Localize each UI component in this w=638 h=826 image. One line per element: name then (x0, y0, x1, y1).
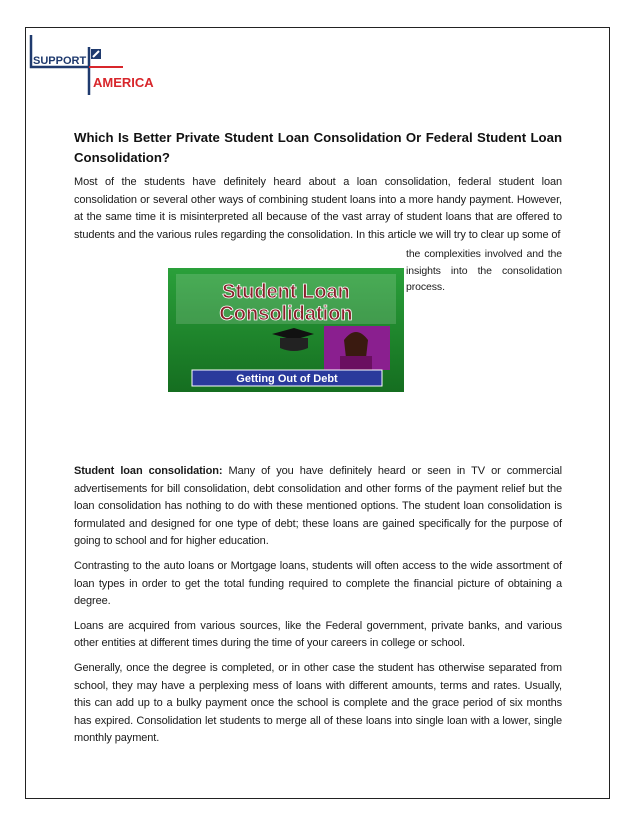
section-p1-text: Many of you have definitely heard or seen in TV or commercial advertisements for bill consolidation, debt consolidation and other forms of the payment relief but the loan consolidation has nothing to do with these mentioned options. The student loan consolidation is formulated and designed for one type of debt; these loans are gained specifically for the purpose of going to school and for higher education. (74, 465, 562, 548)
section-paragraph-1 (74, 463, 562, 551)
paragraph-2: Contrasting to the auto loans or Mortgage loans, students will often access to the wide assortment of loan types in order to get the total funding required to complete the financial picture of obtaining a degree. (74, 559, 562, 608)
image-title-line1: Student Loan (222, 281, 350, 303)
intro-paragraph: Most of the students have definitely heard about a loan consolidation, federal student loan consolidation or several other ways of combining student loans into a more handy payment. However, at the same time it is misinterpreted all because of the vast array of student loans that are offered to students and the various rules regarding the consolidation. In this article we will try to clear up some of (74, 176, 562, 241)
support-america-logo (27, 29, 157, 104)
article-body (74, 463, 562, 755)
student-loan-consolidation-image (168, 268, 404, 392)
logo-america-text: AMERICA (93, 75, 154, 90)
image-banner-text: Getting Out of Debt (236, 373, 338, 385)
section-lead: Student loan consolidation: (74, 465, 223, 477)
paragraph-4: Generally, once the degree is completed, or in other case the student has otherwise separated from school, they may have a perplexing mess of loans with different amounts, terms and rates. Usually, this can add up to a bulky payment once the school is complete and the grace period of six months has expired. Consolidation let students to merge all of these loans into single loan with a lower, single monthly payment. (74, 661, 562, 745)
article (74, 128, 562, 244)
intro-continuation: the complexities involved and the insights into the consolidation process. (406, 248, 562, 293)
article-title: Which Is Better Private Student Loan Consolidation Or Federal Student Loan Consolidation? (74, 130, 562, 165)
logo-support-text: SUPPORT (33, 55, 87, 67)
paragraph-3: Loans are acquired from various sources, like the Federal government, private banks, and various other entities at different times during the time of your careers in college or school. (74, 619, 562, 650)
image-title-line2: Consolidation (219, 303, 353, 325)
